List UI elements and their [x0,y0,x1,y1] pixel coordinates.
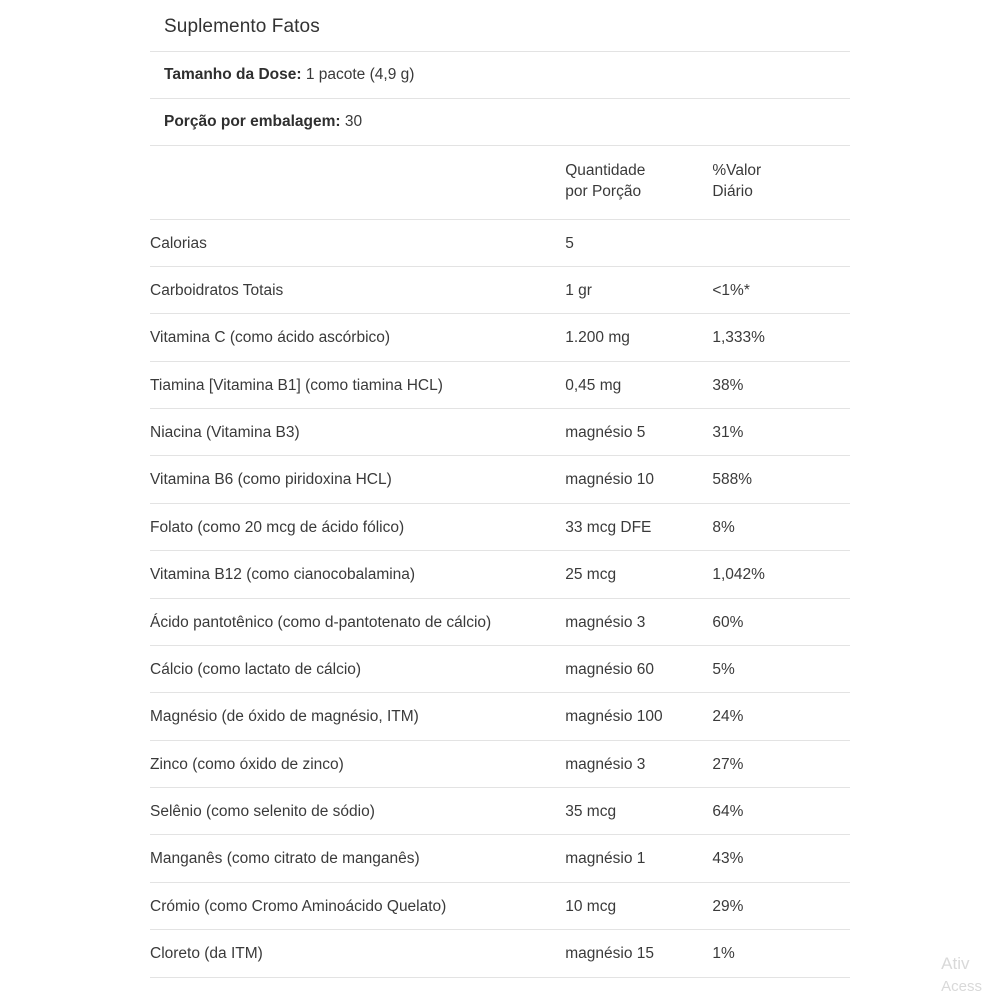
nutrient-dv: 24% [712,693,850,740]
nutrient-name: Magnésio (de óxido de magnésio, ITM) [150,693,565,740]
nutrient-name: Tiamina [Vitamina B1] (como tiamina HCL) [150,361,565,408]
col-header-amount-line2: por Porção [565,183,642,201]
nutrient-dv: 1% [712,930,850,977]
nutrient-amount: magnésio 1 [565,835,712,882]
nutrient-name: Carboidratos Totais [150,266,565,313]
nutrient-amount: magnésio 3 [565,740,712,787]
nutrient-name: Ácido pantotênico (como d-pantotenato de cálcio) [150,598,565,645]
panel-title: Suplemento Fatos [150,0,850,52]
table-row [150,219,850,266]
nutrient-name: Vitamina B6 (como piridoxina HCL) [150,456,565,503]
nutrient-name: Vitamina C (como ácido ascórbico) [150,314,565,361]
nutrient-dv: 8% [712,503,850,550]
col-header-dv [712,146,850,219]
supplement-facts-panel [150,0,850,978]
nutrient-name: Zinco (como óxido de zinco) [150,740,565,787]
table-row [150,788,850,835]
servings-per-container-value: 30 [344,112,363,130]
watermark-line-1: Ativ [941,953,970,973]
nutrient-dv: 64% [712,788,850,835]
nutrient-name: Selênio (como selenito de sódio) [150,788,565,835]
servings-per-container-label: Porção por embalagem: [164,112,341,130]
nutrient-name: Vitamina B12 (como cianocobalamina) [150,551,565,598]
nutrient-name: Cloreto (da ITM) [150,930,565,977]
nutrient-dv: 43% [712,835,850,882]
nutrient-amount: magnésio 100 [565,693,712,740]
nutrient-amount: 0,45 mg [565,361,712,408]
nutrient-dv: 1,042% [712,551,850,598]
nutrient-amount: 33 mcg DFE [565,503,712,550]
table-body [150,219,850,977]
serving-size-row [150,52,850,99]
table-row [150,503,850,550]
table-row [150,314,850,361]
nutrition-table [150,146,850,978]
nutrient-name: Folato (como 20 mcg de ácido fólico) [150,503,565,550]
table-row [150,361,850,408]
servings-per-container-row [150,99,850,146]
nutrient-name: Manganês (como citrato de manganês) [150,835,565,882]
table-row [150,645,850,692]
watermark-line-2: Acess [941,978,982,996]
table-row [150,598,850,645]
nutrient-dv: 588% [712,456,850,503]
nutrient-amount: magnésio 10 [565,456,712,503]
nutrient-amount: 10 mcg [565,882,712,929]
nutrient-dv: 29% [712,882,850,929]
nutrient-dv: 5% [712,645,850,692]
col-header-amount [565,146,712,219]
table-row [150,266,850,313]
table-row [150,456,850,503]
nutrient-amount: 5 [565,219,712,266]
nutrient-amount: magnésio 3 [565,598,712,645]
nutrient-name: Crómio (como Cromo Aminoácido Quelato) [150,882,565,929]
col-header-name [150,146,565,219]
table-row [150,409,850,456]
nutrient-amount: magnésio 15 [565,930,712,977]
nutrient-name: Niacina (Vitamina B3) [150,409,565,456]
col-header-dv-line1: %Valor [712,161,762,179]
table-row [150,882,850,929]
serving-size-label: Tamanho da Dose: [164,66,302,83]
table-header-row [150,146,850,219]
serving-size-value: 1 pacote (4,9 g) [305,66,415,83]
table-row [150,930,850,977]
nutrient-name: Cálcio (como lactato de cálcio) [150,645,565,692]
col-header-dv-line2: Diário [712,183,753,201]
table-row [150,693,850,740]
table-row [150,740,850,787]
nutrient-name: Calorias [150,219,565,266]
nutrient-dv: 31% [712,409,850,456]
nutrient-dv: 38% [712,361,850,408]
table-row [150,551,850,598]
activation-watermark [941,952,982,998]
nutrient-amount: 35 mcg [565,788,712,835]
nutrient-amount: 1.200 mg [565,314,712,361]
nutrient-dv [712,219,850,266]
nutrient-dv: 1,333% [712,314,850,361]
table-header [150,146,850,219]
nutrient-dv: <1%* [712,266,850,313]
nutrient-dv: 27% [712,740,850,787]
col-header-amount-line1: Quantidade [565,161,646,179]
nutrient-amount: 1 gr [565,266,712,313]
table-row [150,835,850,882]
nutrient-amount: 25 mcg [565,551,712,598]
nutrient-dv: 60% [712,598,850,645]
nutrient-amount: magnésio 60 [565,645,712,692]
nutrient-amount: magnésio 5 [565,409,712,456]
